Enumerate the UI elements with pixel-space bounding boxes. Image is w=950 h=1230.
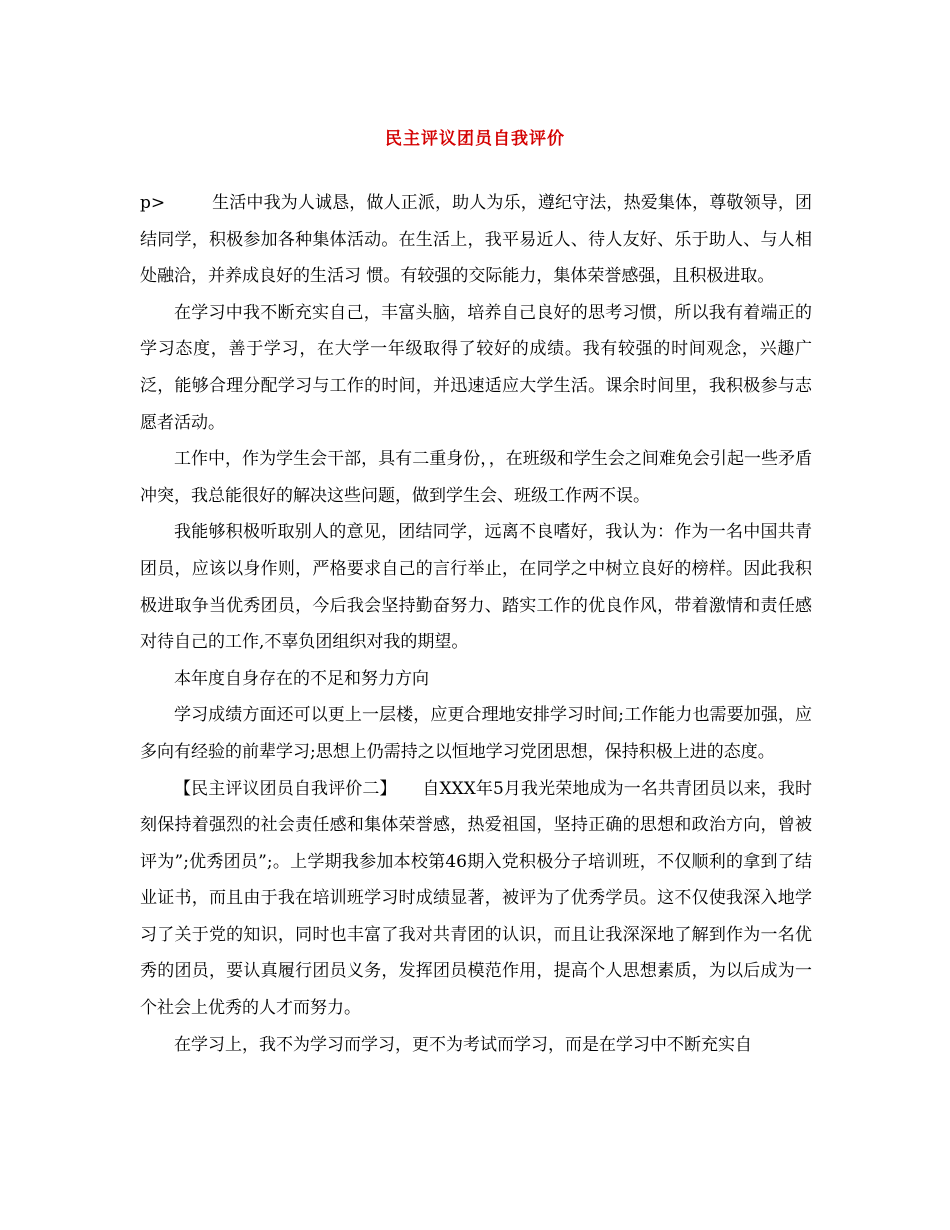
paragraph-1 <box>140 185 812 295</box>
paragraph-7: 在学习上，我不为学习而学习，更不为考试而学习，而是在学习中不断充实自 <box>174 1034 752 1055</box>
document-title: 民主评议团员自我评价 <box>385 129 565 149</box>
document-body <box>140 185 812 1063</box>
paragraph-4: 我能够积极听取别人的意见，团结同学，远离不良嗜好，我认为：作为一名中国共青团员，应该以身作则，严格要求自己的言行举止，在同学之中树立良好的榜样。因此我积极进取争当优秀团员，今后我会坚持勤奋努力、踏实工作的优良作风，带着激情和责任感对待自己的工作,不辜负团组织对我的期望。 <box>140 522 812 653</box>
paragraph-3: 工作中，作为学生会干部，具有二重身份，，在班级和学生会之间难免会引起一些矛盾冲突，我总能很好的解决这些问题，做到学生会、班级工作两不误。 <box>140 449 812 506</box>
section-heading: 本年度自身存在的不足和努力方向 <box>174 668 429 689</box>
paragraph-5: 学习成绩方面还可以更上一层楼，应更合理地安排学习时间;工作能力也需要加强，应多向有经验的前辈学习;思想上仍需持之以恒地学习党团思想，保持积极上进的态度。 <box>140 705 812 762</box>
paragraph-6: 【民主评议团员自我评价二】 自XXX年5月我光荣地成为一名共青团员以来，我时刻保持着强烈的社会责任感和集体荣誉感，热爱祖国，坚持正确的思想和政治方向，曾被评为”;优秀团员”;。上学期我参加本校第46期入党积极分子培训班，不仅顺利的拿到了结业证书，而且由于我在培训班学习时成绩显著，被评为了优秀学员。这不仅使我深入地学习了关于党的知识，同时也丰富了我对共青团的认识，而且让我深深地了解到作为一名优秀的团员，要认真履行团员义务，发挥团员模范作用，提高个人思想素质，为以后成为一个社会上优秀的人才而努力。 <box>140 778 812 1019</box>
paragraph-prefix: p> <box>140 193 166 213</box>
paragraph-2: 在学习中我不断充实自己，丰富头脑，培养自己良好的思考习惯，所以我有着端正的学习态度，善于学习，在大学一年级取得了较好的成绩。我有较强的时间观念，兴趣广泛，能够合理分配学习与工作的时间，并迅速适应大学生活。课余时间里，我积极参与志愿者活动。 <box>140 302 812 433</box>
paragraph-1-text: 生活中我为人诚恳，做人正派，助人为乐，遵纪守法，热爱集体，尊敬领导，团结同学，积极参加各种集体活动。在生活上，我平易近人、待人友好、乐于助人、与人相处融洽，并养成良好的生活习 惯。有较强的交际能力，集体荣誉感强，且积极进取。 <box>140 193 812 287</box>
